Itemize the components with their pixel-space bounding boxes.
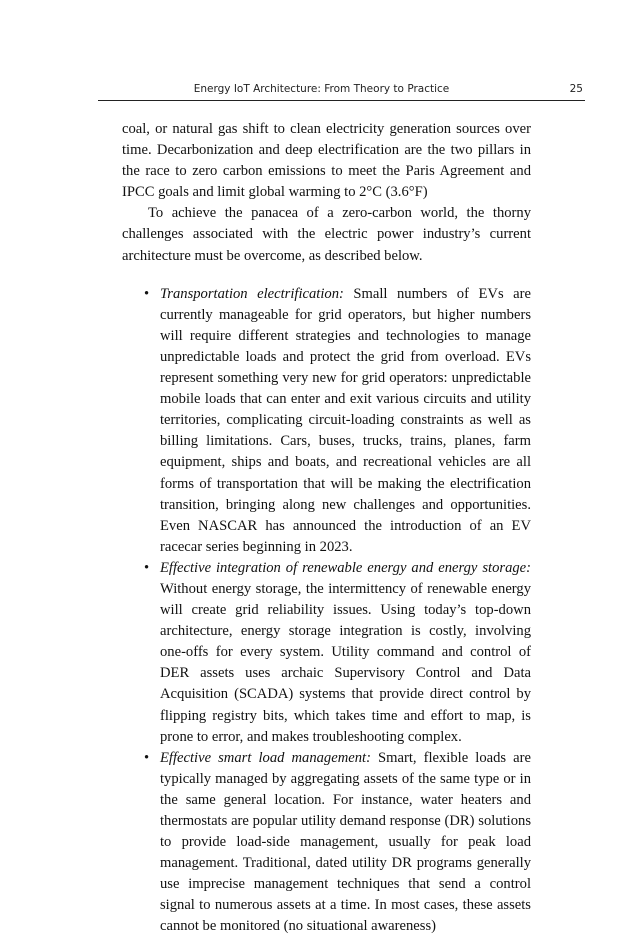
bullet-item: [122, 558, 531, 748]
bullet-lead: Effective smart load management:: [160, 749, 371, 766]
bullet-icon: •: [144, 749, 150, 766]
bullet-text: Without energy storage, the intermittency of renewable energy will create grid reliability issues. Using today’s top-down architecture, energy storage integration is costly, involving one-offs for every system. Utility command and control of DER assets uses archaic Supervisory Control and Data Acquisition (SCADA) systems that provide direct control by flipping registry bits, which takes time and effort to map, is prone to error, and makes troubleshooting complex.: [160, 580, 531, 745]
bullet-icon: •: [144, 285, 150, 302]
running-header: [98, 82, 585, 101]
bullet-lead: Effective integration of renewable energy and energy storage:: [160, 559, 531, 576]
paragraph: To achieve the panacea of a zero-carbon world, the thorny challenges associated with the electric power industry’s current architecture must be overcome, as described below.: [122, 205, 531, 264]
bullet-text: Small numbers of EVs are currently manageable for grid operators, but higher numbers will require different strategies and technologies to manage unpredictable loads and protect the grid from overload. EVs represent something very new for grid operators: unpredictable mobile loads that can enter and exit various circuits and utility territories, complicating circuit-loading constraints as well as billing limitations. Cars, buses, trucks, trains, planes, farm equipment, ships and boats, and recreational vehicles are all forms of transportation that will be making the electrification transition, bringing along new challenges and opportunities. Even NASCAR has announced the introduction of an EV racecar series beginning in 2023.: [160, 285, 531, 555]
bullet-text: Smart, flexible loads are typically managed by aggregating assets of the same type or in the same general location. For instance, water heaters and thermostats are popular utility demand response (DR) solutions to provide load-side management, usually for peak load management. Traditional, dated utility DR programs generally use imprecise management techniques that send a control signal to numerous assets at a time. In most cases, these assets cannot be monitored (no situational awareness): [160, 749, 531, 935]
bullet-icon: •: [144, 559, 150, 576]
bullet-item: [122, 284, 531, 558]
bullet-item: [122, 748, 531, 938]
body-text: [122, 119, 531, 938]
paragraph: coal, or natural gas shift to clean electricity generation sources over time. Decarbonization and deep electrification are the two pillars in the race to zero carbon emissions to meet the Paris Agreement and IPCC goals and limit global warming to 2°C (3.6°F): [122, 121, 531, 201]
bullet-lead: Transportation electrification:: [160, 285, 344, 302]
page-number: 25: [569, 83, 583, 95]
bullet-list: [122, 284, 531, 938]
running-title: Energy IoT Architecture: From Theory to Practice: [193, 83, 450, 95]
